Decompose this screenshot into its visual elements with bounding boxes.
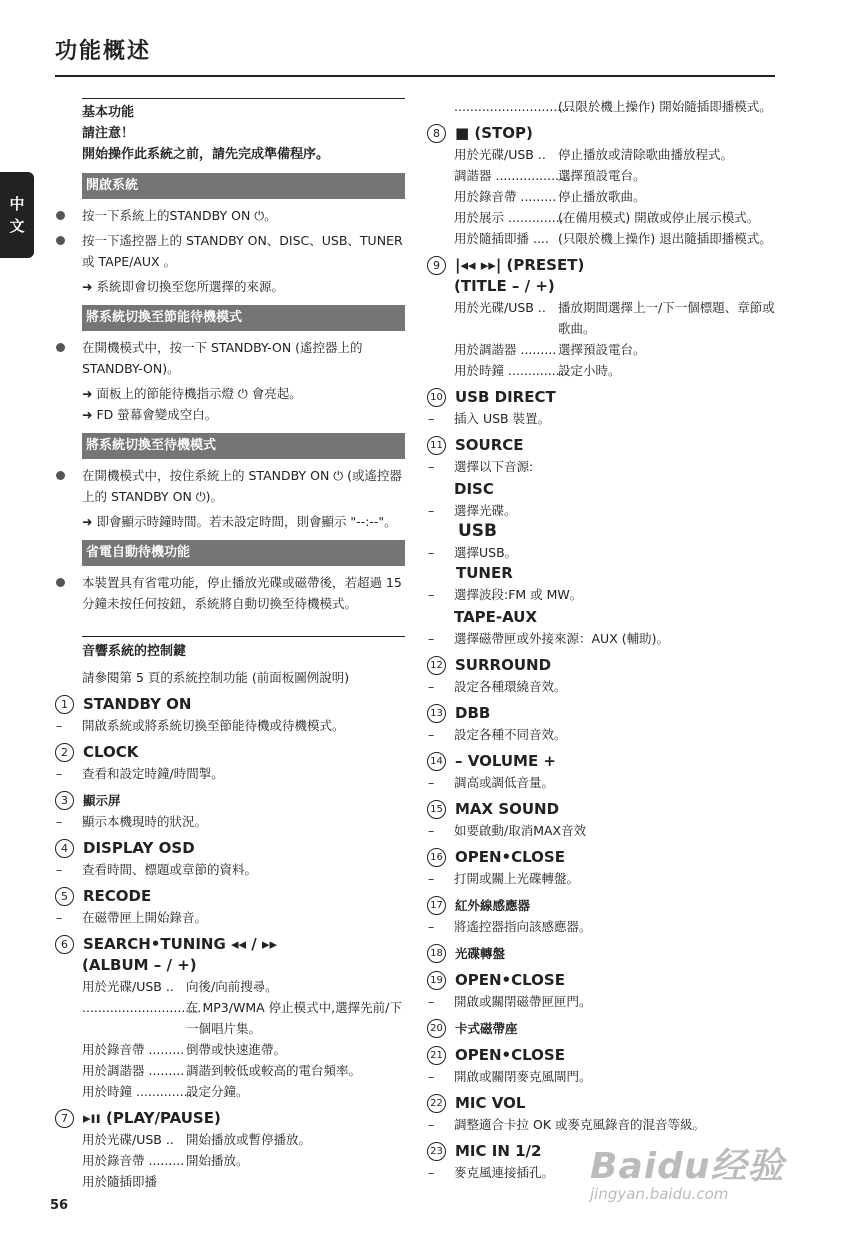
page-number: 56: [50, 1198, 69, 1213]
row-value: (只限於機上操作) 開始隨插即播模式。: [558, 99, 772, 114]
function-row: [55, 1060, 405, 1081]
source-desc: – 選擇磁帶匣或外接來源：AUX (輔助)。: [427, 628, 787, 649]
function-row: [427, 207, 787, 228]
bullet-item: [55, 465, 405, 507]
row-label: 用於調諧器 .........: [454, 342, 557, 357]
item-title: DBB: [455, 704, 491, 722]
item-desc: – 顯示本機現時的狀況。: [55, 811, 405, 832]
row-label: 用於時鐘 ...............: [454, 363, 568, 378]
row-label: 用於光碟/USB ..: [454, 300, 546, 315]
item-desc: – 開啟或關閉麥克風閘門。: [427, 1066, 787, 1087]
item-number: 11: [427, 436, 446, 455]
row-label: 用於調諧器 .........: [82, 1063, 185, 1078]
section-bar-eco-standby: 將系統切換至節能待機模式: [82, 305, 405, 331]
watermark-logo: Baidu经验: [590, 1146, 785, 1187]
item-desc: – 開啟系統或將系統切換至節能待機或待機模式。: [55, 715, 405, 736]
basic-functions-heading: 基本功能: [82, 105, 135, 120]
control-item-title: [427, 895, 787, 916]
item-title: USB DIRECT: [455, 388, 556, 406]
section-bar-standby: 將系統切換至待機模式: [82, 433, 405, 459]
item-title: 卡式磁帶座: [455, 1021, 518, 1036]
item-title: 紅外線感應器: [455, 898, 531, 913]
right-control-list: [427, 655, 787, 1183]
section-divider: [82, 98, 405, 99]
row-label: ..............................: [82, 1000, 202, 1015]
row-label: 用於展示 ..............: [454, 210, 564, 225]
control-item-title: [427, 847, 787, 868]
item-number: 19: [427, 971, 446, 990]
item-title: |◂◂ ▸▸| (PRESET): [455, 256, 585, 274]
title-divider: [55, 75, 775, 77]
bullet-dot: [56, 343, 65, 352]
source-desc: – 選擇USB。: [427, 542, 787, 563]
source-desc: – 選擇光碟。: [427, 500, 787, 521]
section-divider: [82, 636, 405, 637]
control-item-title: [427, 703, 787, 724]
item-desc: – 在磁帶匣上開始錄音。: [55, 907, 405, 928]
item-number: 5: [55, 887, 74, 906]
item-desc: – 設定各種環繞音效。: [427, 676, 787, 697]
control-item-title: [427, 970, 787, 991]
section-bar-power-on: 開啟系統: [82, 173, 405, 199]
item-number: 14: [427, 752, 446, 771]
item-desc: – 調高或調低音量。: [427, 772, 787, 793]
item-title: 光碟轉盤: [455, 946, 506, 961]
row-value: 開始播放或暫停播放。: [186, 1132, 312, 1147]
controls-intro: 請參閱第 5 頁的系統控制功能 (前面板圖例說明): [82, 670, 350, 685]
function-row: [55, 997, 405, 1039]
source-name: TUNER: [456, 564, 513, 582]
left-column: [55, 98, 405, 1192]
bullet-dot: [56, 236, 65, 245]
function-row: [55, 1039, 405, 1060]
item-title: CLOCK: [83, 743, 139, 761]
result-text: ➜ 面板上的節能待機指示燈 ⏻ 會亮起。: [82, 386, 302, 401]
bullet-text: 在開機模式中，按一下 STANDBY-ON (遙控器上的 STANDBY-ON)。: [82, 340, 363, 376]
row-label: 用於光碟/USB ..: [82, 1132, 174, 1147]
source-desc: – 選擇波段:FM 或 MW。: [427, 584, 787, 605]
row-value: 開始播放。: [186, 1153, 249, 1168]
function-row: [427, 186, 787, 207]
item-desc: – 選擇以下音源:: [427, 456, 787, 477]
row-label: ..............................: [454, 99, 574, 114]
row-value: 停止播放歌曲。: [558, 189, 646, 204]
row-value: [186, 1171, 405, 1192]
control-item-title: [55, 886, 405, 907]
control-item-title: [55, 934, 405, 955]
control-item-title: [427, 387, 787, 408]
row-value: 在 MP3/WMA 停止模式中,選擇先前/下一個唱片集。: [186, 1000, 402, 1036]
function-row: [55, 1150, 405, 1171]
row-label: 用於錄音帶 .........: [82, 1153, 185, 1168]
bullet-item: [55, 205, 405, 226]
item-number: 1: [55, 695, 74, 714]
row-value: 選擇預設電台。: [558, 342, 646, 357]
language-tab-char-2: 文: [9, 217, 25, 235]
item-title: ■ (STOP): [455, 124, 533, 142]
function-row: [427, 228, 787, 249]
bullet-item: [55, 572, 405, 614]
bullet-dot: [56, 471, 65, 480]
item-number: 9: [427, 256, 446, 275]
item-desc: – 打開或關上光碟轉盤。: [427, 868, 787, 889]
item-number: 16: [427, 848, 446, 867]
page-title: 功能概述: [55, 39, 152, 64]
control-item-title: [427, 255, 787, 276]
item-number: 4: [55, 839, 74, 858]
item-desc: – 調整適合卡拉 OK 或麥克風錄音的混音等級。: [427, 1114, 787, 1135]
function-row: [427, 297, 787, 339]
item-title: OPEN•CLOSE: [455, 848, 565, 866]
watermark-url: jingyan.baidu.com: [590, 1185, 729, 1203]
row-label: 用於時鐘 ...............: [82, 1084, 196, 1099]
function-row: [55, 1171, 405, 1192]
item-title: SURROUND: [455, 656, 552, 674]
control-item-title: [55, 838, 405, 859]
item-title: OPEN•CLOSE: [455, 1046, 565, 1064]
function-row: [427, 339, 787, 360]
item-subtitle: (TITLE – / +): [454, 277, 555, 295]
item-title: 顯示屏: [83, 793, 121, 808]
item-desc: – 查看時間、標題或章節的資料。: [55, 859, 405, 880]
control-item-title: [55, 742, 405, 763]
controls-heading: 音響系統的控制鍵: [82, 644, 187, 659]
item-desc: – 麥克風連接插孔。: [427, 1162, 787, 1183]
function-row: [427, 165, 787, 186]
result-text: ➜ FD 螢幕會變成空白。: [82, 407, 218, 422]
item-desc: – 插入 USB 裝置。: [427, 408, 787, 429]
item-number: 7: [55, 1109, 74, 1128]
row-label: 用於光碟/USB ..: [454, 147, 546, 162]
row-value: 倒帶或快速進帶。: [186, 1042, 287, 1057]
function-row: [55, 1081, 405, 1102]
source-name: TAPE-AUX: [454, 608, 538, 626]
row-value: (在備用模式) 開啟或停止展示模式。: [558, 210, 760, 225]
item-title: – VOLUME +: [455, 752, 556, 770]
item-number: 6: [55, 935, 74, 954]
control-item-title: [55, 1108, 405, 1129]
language-tab-char-1: 中: [9, 195, 25, 213]
control-item-title: [427, 943, 787, 964]
control-item-title: [427, 1045, 787, 1066]
item-title: MAX SOUND: [455, 800, 560, 818]
item-number: 17: [427, 896, 446, 915]
item-title: DISPLAY OSD: [83, 839, 195, 857]
item-title: RECODE: [83, 887, 152, 905]
result-text: ➜ 即會顯示時鐘時間。若未設定時間，則會顯示 "--:--"。: [82, 514, 397, 529]
item-subtitle: (ALBUM – / +): [82, 956, 197, 974]
control-item-title: [427, 1093, 787, 1114]
item-title: SEARCH•TUNING ◂◂ / ▸▸: [83, 935, 278, 953]
row-label: 用於錄音帶 .........: [454, 189, 557, 204]
control-item-title: [427, 435, 787, 456]
item-number: 2: [55, 743, 74, 762]
item-desc: – 如要啟動/取消MAX音效: [427, 820, 787, 841]
section-bar-auto-standby: 省電自動待機功能: [82, 540, 405, 566]
item-number: 15: [427, 800, 446, 819]
result-text: ➜ 系統即會切換至您所選擇的來源。: [82, 279, 284, 294]
language-tab: [0, 172, 34, 258]
notice-heading: 請注意！: [82, 126, 135, 141]
item-number: 8: [427, 124, 446, 143]
source-name: DISC: [454, 480, 494, 498]
item-desc: – 開啟或關閉磁帶匣匣門。: [427, 991, 787, 1012]
row-value: 向後/向前搜尋。: [186, 979, 278, 994]
row-label: 用於隨插即播 ....: [454, 231, 549, 246]
bullet-text: 在開機模式中，按住系統上的 STANDBY ON ⏻ (或遙控器上的 STANDBY ON ⏻)。: [82, 468, 403, 504]
item-number: 3: [55, 791, 74, 810]
item-title: ▸ıı (PLAY/PAUSE): [83, 1109, 221, 1127]
bullet-item: [55, 337, 405, 379]
item-number: 23: [427, 1142, 446, 1161]
item-title: SOURCE: [455, 436, 524, 454]
control-item-title: [427, 1018, 787, 1039]
row-value: 播放期間選擇上一/下一個標題、章節或歌曲。: [558, 300, 775, 336]
item-number: 20: [427, 1019, 446, 1038]
item-desc: – 查看和設定時鐘/時間掣。: [55, 763, 405, 784]
row-value: 設定小時。: [558, 363, 621, 378]
watermark: [590, 1138, 790, 1228]
item-number: 22: [427, 1094, 446, 1113]
row-value: 停止播放或清除歌曲播放程式。: [558, 147, 734, 162]
bullet-dot: [56, 578, 65, 587]
source-name: USB: [458, 521, 498, 541]
bullet-text: 按一下系統上的STANDBY ON ⏻。: [82, 208, 277, 223]
row-label: 用於隨插即播: [82, 1174, 158, 1189]
item-title: OPEN•CLOSE: [455, 971, 565, 989]
item-number: 12: [427, 656, 446, 675]
function-row: [55, 1129, 405, 1150]
row-value: (只限於機上操作) 退出隨插即播模式。: [558, 231, 772, 246]
bullet-item: [55, 230, 405, 272]
item-number: 13: [427, 704, 446, 723]
item-desc: – 將遙控器指向該感應器。: [427, 916, 787, 937]
bullet-dot: [56, 211, 65, 220]
item-desc: – 設定各種不同音效。: [427, 724, 787, 745]
row-value: 選擇預設電台。: [558, 168, 646, 183]
function-row: [55, 976, 405, 997]
row-value: 設定分鐘。: [186, 1084, 249, 1099]
item-title: STANDBY ON: [83, 695, 192, 713]
row-label: 調諧器 ....................: [454, 168, 575, 183]
bullet-text: 本裝置具有省電功能，停止播放光碟或磁帶後，若超過 15 分鐘未按任何按鈕，系統將自動切換至待機模式。: [82, 575, 402, 611]
item-title: MIC VOL: [455, 1094, 526, 1112]
row-value: 調諧到較低或較高的電台頻率。: [186, 1063, 362, 1078]
item-number: 18: [427, 944, 446, 963]
control-item-title: [427, 799, 787, 820]
control-item-title: [55, 790, 405, 811]
control-item-title: [427, 655, 787, 676]
row-label: 用於錄音帶 .........: [82, 1042, 185, 1057]
function-row: [427, 96, 787, 117]
row-label: 用於光碟/USB ..: [82, 979, 174, 994]
control-item-title: [55, 694, 405, 715]
function-row: [427, 144, 787, 165]
item-number: 10: [427, 388, 446, 407]
right-column: [427, 96, 787, 1183]
preparation-heading: 開始操作此系統之前，請先完成準備程序。: [82, 147, 330, 162]
item-title: MIC IN 1/2: [455, 1142, 542, 1160]
bullet-text: 按一下遙控器上的 STANDBY ON、DISC、USB、TUNER 或 TAPE/AUX 。: [82, 233, 403, 269]
control-item-title: [427, 751, 787, 772]
function-row: [427, 360, 787, 381]
control-item-title: [427, 123, 787, 144]
item-number: 21: [427, 1046, 446, 1065]
